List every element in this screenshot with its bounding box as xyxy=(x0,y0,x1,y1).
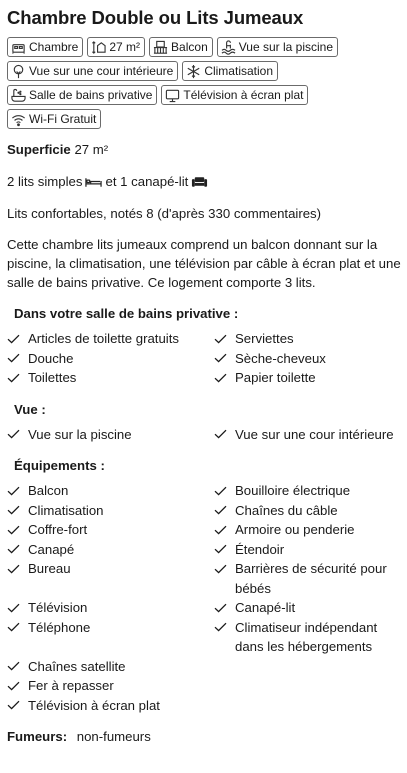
checkmark-icon xyxy=(214,329,228,348)
amenity-item xyxy=(7,696,214,716)
amenity-label: Climatisation xyxy=(28,502,104,518)
room-size-value: 27 m² xyxy=(74,142,109,157)
amenity-label: Téléphone xyxy=(28,619,91,635)
amenity-item xyxy=(214,598,402,618)
amenity-label: Télévision xyxy=(28,600,88,615)
amenity-item xyxy=(214,481,402,501)
amenity-item xyxy=(7,501,214,521)
checkmark-icon xyxy=(7,481,21,500)
room-title: Chambre Double ou Lits Jumeaux xyxy=(7,7,304,28)
amenity-label: Armoire ou penderie xyxy=(235,522,355,537)
smoking-value: non-fumeurs xyxy=(76,729,151,744)
amenity-item xyxy=(7,349,214,369)
amenity-item xyxy=(214,501,402,521)
amenity-label: Canapé xyxy=(28,541,75,557)
checkmark-icon xyxy=(7,368,21,387)
tv-icon xyxy=(165,88,180,103)
checkmark-icon xyxy=(7,618,21,637)
pool-view-icon xyxy=(221,40,236,55)
amenity-label: Serviettes xyxy=(235,331,294,346)
single-beds-icon xyxy=(85,176,102,188)
checkmark-icon xyxy=(7,425,21,444)
checkmark-icon xyxy=(7,329,21,348)
checkmark-icon xyxy=(214,598,228,617)
amenity-item xyxy=(214,520,402,540)
checkmark-icon xyxy=(7,696,21,715)
amenity-item xyxy=(7,368,214,388)
list-spacer xyxy=(214,696,402,716)
checkmark-icon xyxy=(7,598,21,617)
checkmark-icon xyxy=(7,349,21,368)
amenity-item xyxy=(214,425,402,445)
amenity-label: Articles de toilette gratuits xyxy=(28,331,179,346)
checkmark-icon xyxy=(214,618,228,637)
amenity-label: Papier toilette xyxy=(235,370,316,385)
amenity-item xyxy=(7,425,214,445)
amenity-label: Douche xyxy=(28,350,74,366)
checkmark-icon xyxy=(214,425,228,444)
smoking-policy xyxy=(7,727,407,746)
amenity-label: Fer à repasser xyxy=(28,678,114,693)
amenity-label: Étendoir xyxy=(235,541,285,557)
amenity-item xyxy=(214,368,402,388)
checkmark-icon xyxy=(214,520,228,539)
view-list xyxy=(7,425,407,445)
amenity-item xyxy=(214,540,402,560)
wifi-icon xyxy=(11,112,26,127)
tag-balcony: Balcon xyxy=(149,37,213,57)
tag-free-wifi: Wi-Fi Gratuit xyxy=(7,109,101,129)
tag-courtyard-view: Vue sur une cour intérieure xyxy=(7,61,178,81)
checkmark-icon xyxy=(7,559,21,578)
equipment-section-title: Équipements : xyxy=(14,458,105,473)
amenity-label: Toilettes xyxy=(28,370,77,385)
room-icon xyxy=(11,40,26,55)
checkmark-icon xyxy=(7,520,21,539)
tag-flat-tv: Télévision à écran plat xyxy=(161,85,308,105)
room-size xyxy=(7,140,407,159)
bed-rating: Lits confortables, notés 8 (d'après 330 commentaires) xyxy=(7,206,322,221)
tag-private-bathroom: Salle de bains privative xyxy=(7,85,157,105)
amenity-item xyxy=(7,676,214,696)
room-description: Cette chambre lits jumeaux comprend un balcon donnant sur la piscine, la climatisation, une télévision par câble à écran plat et une salle de bains privative. Ce logement comporte 3 lits. xyxy=(7,237,401,290)
tag-pool-view: Vue sur la piscine xyxy=(217,37,338,57)
amenity-item xyxy=(7,520,214,540)
amenity-label: Bouilloire électrique xyxy=(235,483,351,498)
checkmark-icon xyxy=(214,349,228,368)
bathroom-section-title: Dans votre salle de bains privative : xyxy=(14,306,239,321)
amenity-label: Coffre-fort xyxy=(28,522,88,537)
amenity-label: Télévision à écran plat xyxy=(28,697,160,713)
checkmark-icon xyxy=(7,657,21,676)
amenity-item xyxy=(214,559,402,598)
amenity-item xyxy=(7,657,214,677)
amenity-label: Bureau xyxy=(28,561,71,576)
amenity-label: Chaînes du câble xyxy=(235,502,338,518)
bath-icon xyxy=(11,88,26,103)
tag-room: Chambre xyxy=(7,37,83,57)
amenity-label: Climatiseur indépendant dans les hébergements xyxy=(235,619,378,654)
tag-air-conditioning: Climatisation xyxy=(182,61,278,81)
courtyard-view-icon xyxy=(11,64,26,79)
checkmark-icon xyxy=(214,559,228,578)
amenity-item xyxy=(214,329,402,349)
checkmark-icon xyxy=(7,501,21,520)
facility-tags xyxy=(7,37,403,129)
amenity-item xyxy=(7,481,214,501)
amenity-item xyxy=(214,618,402,657)
balcony-icon xyxy=(153,40,168,55)
list-spacer xyxy=(214,676,402,696)
amenity-item xyxy=(7,618,214,657)
amenity-item xyxy=(7,329,214,349)
list-spacer xyxy=(214,657,402,677)
checkmark-icon xyxy=(214,481,228,500)
equipment-list xyxy=(7,481,407,715)
amenity-label: Chaînes satellite xyxy=(28,658,126,674)
checkmark-icon xyxy=(214,501,228,520)
sofa-bed-icon xyxy=(191,176,208,188)
amenity-label: Vue sur la piscine xyxy=(28,426,132,442)
amenity-item xyxy=(214,349,402,369)
room-size-icon xyxy=(91,40,106,55)
amenity-label: Barrières de sécurité pour bébés xyxy=(235,561,387,596)
smoking-label: Fumeurs: xyxy=(7,729,68,744)
checkmark-icon xyxy=(7,676,21,695)
amenity-label: Vue sur une cour intérieure xyxy=(235,426,394,442)
amenity-item xyxy=(7,598,214,618)
checkmark-icon xyxy=(214,540,228,559)
amenity-label: Sèche-cheveux xyxy=(235,350,326,366)
room-size-label: Superficie xyxy=(7,142,71,157)
amenity-item xyxy=(7,559,214,598)
amenity-item xyxy=(7,540,214,560)
checkmark-icon xyxy=(214,368,228,387)
view-section-title: Vue : xyxy=(14,401,46,417)
checkmark-icon xyxy=(7,540,21,559)
bathroom-amenities-list xyxy=(7,329,407,388)
tag-size: 27 m² xyxy=(87,37,145,57)
amenity-label: Canapé-lit xyxy=(235,600,296,615)
snowflake-icon xyxy=(186,64,201,79)
bed-configuration: 2 lits simples et 1 canapé-lit xyxy=(7,172,407,191)
amenity-label: Balcon xyxy=(28,483,69,498)
